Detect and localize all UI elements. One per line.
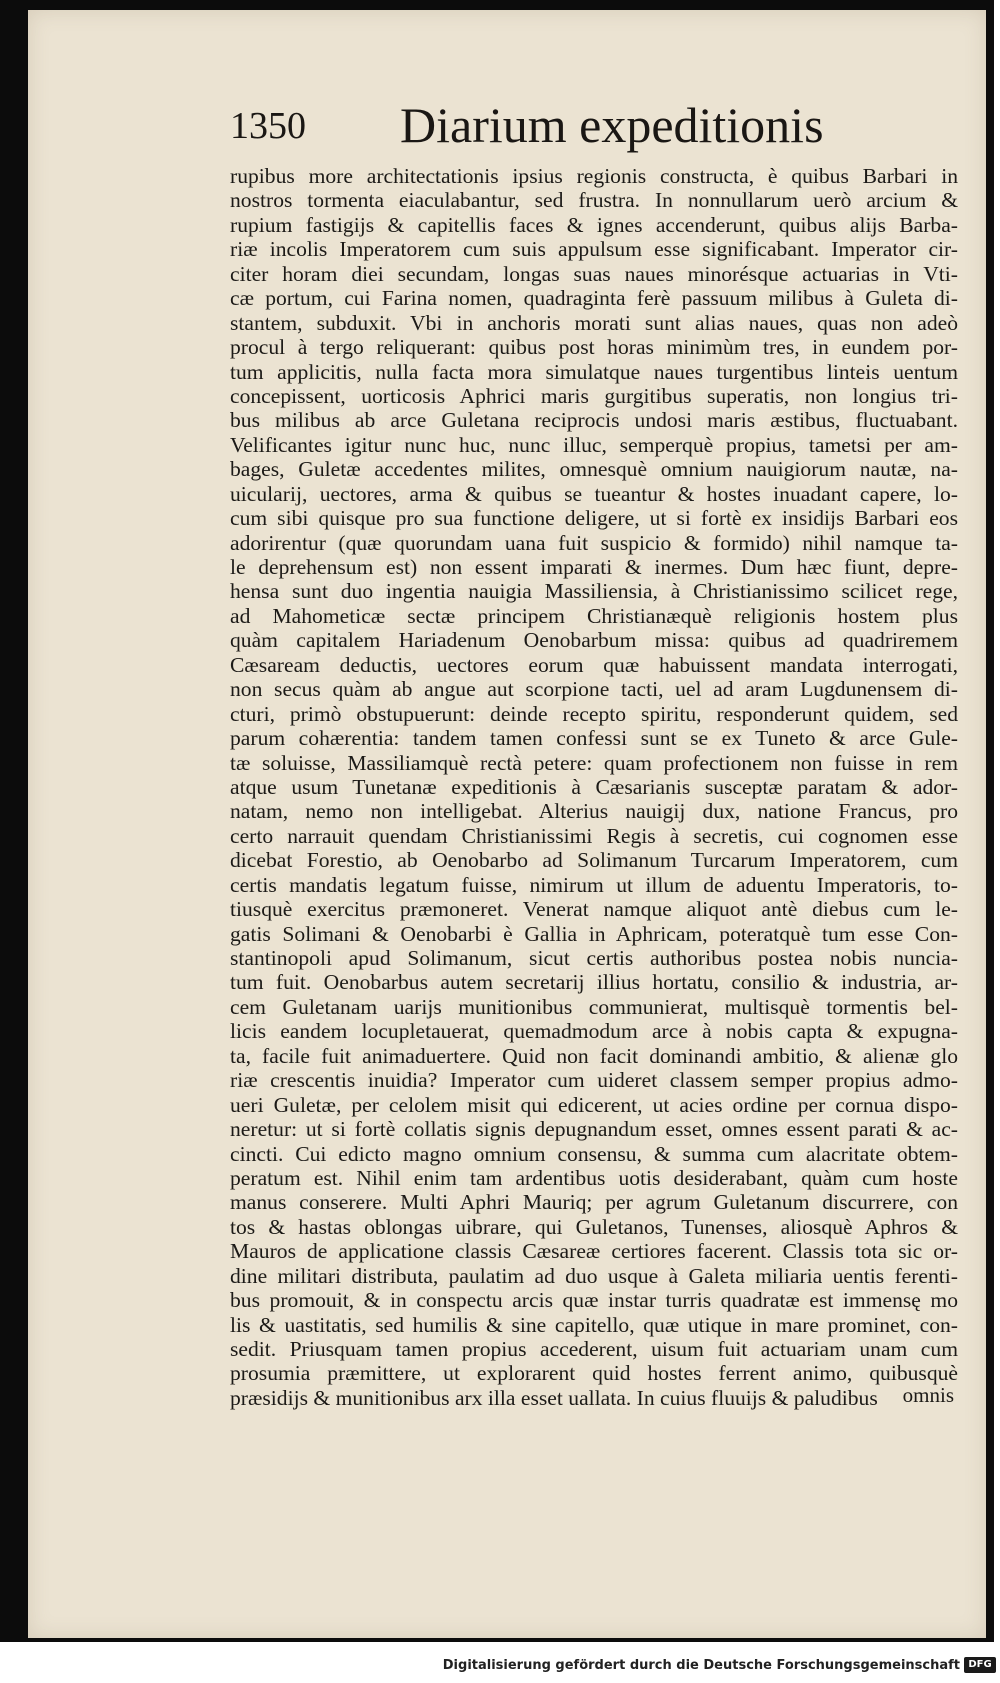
text-line: Mauros de applicatione classis Cæsareæ certiores facerent. Classis tota sic or- (230, 1239, 958, 1264)
text-line: bus milibus ab arce Guletana reciprocis undosi maris æstibus, fluctuabant. (230, 408, 958, 433)
text-line: tos & hastas oblongas uibrare, qui Guletanos, Tunenses, aliosquè Aphros & (230, 1214, 958, 1239)
text-line: tum fuit. Oenobarbus autem secretarij illius hortatu, consilio & industria, ar- (230, 970, 958, 995)
text-line: ueri Guletæ, per celolem misit qui edicerent, ut acies ordine per cornua dispo- (230, 1092, 958, 1117)
text-line: non secus quàm ab angue aut scorpione tacti, uel ad aram Lugdunensem di- (230, 677, 958, 702)
text-line: gatis Solimani & Oenobarbi è Gallia in Aphricam, poteratquè tum esse Con- (230, 921, 958, 946)
text-line: quàm capitalem Hariadenum Oenobarbum missa: quibus ad quadriremem (230, 628, 958, 653)
text-line: riæ incolis Imperatorem cum suis appulsum esse significabant. Imperator cir- (230, 237, 958, 262)
page-header (230, 97, 824, 158)
text-line: sedit. Priusquam tamen propius accederent, uisum fuit actuariam unam cum (230, 1337, 958, 1361)
text-line: cincti. Cui edicto magno omnium consensu, & summa cum alacritate obtem- (230, 1141, 958, 1166)
text-line: cem Guletanam uarijs munitionibus communierat, multisquè tormentis bel- (230, 994, 958, 1019)
text-line: peratum est. Nihil enim tam ardentibus uotis desiderabant, quàm cum hoste (230, 1165, 958, 1190)
text-line: præsidijs & munitionibus arx illa esset uallata. In cuius fluuijs & paludibus (230, 1385, 878, 1410)
text-line: uicularij, uectores, arma & quibus se tueantur & hostes inuadant capere, lo- (230, 481, 958, 506)
body-text (230, 164, 958, 1410)
text-line: dicebat Forestio, ab Oenobarbo ad Solimanum Turcarum Imperatorem, cum (230, 848, 958, 873)
text-line: tiusquè exercitus præmoneret. Venerat namque aliquot antè diebus cum le- (230, 897, 958, 922)
text-line: manus conserere. Multi Aphri Mauriq; per agrum Guletanum discurrere, con (230, 1190, 958, 1215)
digitization-credit: Digitalisierung gefördert durch die Deutsche Forschungsgemeinschaft (442, 1658, 960, 1673)
text-line: nostros tormenta eiaculabantur, sed frustra. In nonnullarum uerò arcium & (230, 188, 958, 213)
text-line: rupibus more architectationis ipsius regionis constructa, è quibus Barbari in (230, 164, 958, 188)
text-line: lis & uastitatis, sed humilis & sine capitello, quæ utique in mare prominet, con- (230, 1312, 958, 1337)
text-line: procul à tergo reliquerant: quibus post horas minimùm tres, in eundem por- (230, 335, 958, 360)
catchword: omnis (902, 1383, 954, 1407)
text-line: stantinopoli apud Solimanum, sicut certis authoribus postea nobis nuncia- (230, 946, 958, 970)
text-line: parum cohærentia: tandem tamen confessi sunt se ex Tuneto & arce Gule- (230, 726, 958, 751)
text-line: rupium fastigijs & capitellis faces & ignes accenderunt, quibus alijs Barba- (230, 212, 958, 237)
text-line: riæ crescentis inuidia? Imperator cum uideret classem semper propius admo- (230, 1068, 958, 1093)
text-line: hensa sunt duo ingentia nauigia Massiliensia, à Christianissimo scilicet rege, (230, 579, 958, 604)
text-line: bus promouit, & in conspectu arcis quæ instar turris quadratæ est immensę mo (230, 1288, 958, 1313)
text-line: le deprehensum est) non essent imparati & inermes. Dum hæc fiunt, depre- (230, 555, 958, 579)
text-line: dine militari distributa, paulatim ad duo usque à Galeta miliaria uentis ferenti- (230, 1263, 958, 1288)
text-line: cum sibi quisque pro sua functione deligere, ut si fortè ex insidijs Barbari eos (230, 506, 958, 531)
text-line: concepissent, uorticosis Aphrici maris gurgitibus superatis, non longius tri- (230, 383, 958, 408)
text-line: ad Mahometicæ sectæ principem Christianæquè religionis hostem plus (230, 603, 958, 628)
page-number: 1350 (230, 105, 306, 147)
dfg-logo: DFG (964, 1657, 996, 1673)
text-line: certis mandatis legatum fuisse, nimirum ut illum de aduentu Imperatoris, to- (230, 872, 958, 897)
text-line: cæ portum, cui Farina nomen, quadraginta ferè passuum milibus à Guleta di- (230, 286, 958, 311)
text-line: prosumia præmittere, ut explorarent quid hostes ferrent animo, quibusquè (230, 1361, 958, 1386)
text-line: stantem, subduxit. Vbi in anchoris morati sunt alias naues, quas non adeò (230, 310, 958, 335)
text-line: Velificantes igitur nunc huc, nunc illuc, semperquè propius, tametsi per am- (230, 432, 958, 457)
text-line: licis eandem locupletauerat, quemadmodum arce à nobis capta & expugna- (230, 1019, 958, 1044)
text-line: certo narrauit quendam Christianissimi Regis à secretis, cui cognomen esse (230, 823, 958, 848)
text-line: cturi, primò obstupuerunt: deinde recepto spiritu, responderunt quidem, sed (230, 701, 958, 726)
running-title: Diarium expeditionis (400, 97, 824, 153)
text-line: natam, nemo non intelligebat. Alterius nauigij dux, natione Francus, pro (230, 799, 958, 824)
text-line: Cæsaream deductis, uectores eorum quæ habuissent mandata interrogati, (230, 652, 958, 677)
text-line: neretur: ut si fortè collatis signis depugnandum esset, omnes essent parati & ac- (230, 1117, 958, 1142)
text-line: bages, Guletæ accedentes milites, omnesquè omnium nauigiorum nautæ, na- (230, 457, 958, 482)
text-line: tæ soluisse, Massiliamquè rectà petere: quam profectionem non fuisse in rem (230, 750, 958, 775)
text-line: citer horam diei secundam, longas suas naues minorésque actuarias in Vti- (230, 261, 958, 286)
text-line: adorirentur (quæ quorundam uana fuit suspicio & formido) nihil namque ta- (230, 530, 958, 555)
footer-bar (0, 1650, 1000, 1683)
text-line: tum applicitis, nulla facta mora simulatque naues turgentibus linteis uentum (230, 359, 958, 384)
text-line: atque usum Tunetanæ expeditionis à Cæsarianis susceptæ paratam & ador- (230, 774, 958, 799)
text-line: ta, facile fuit animaduertere. Quid non facit dominandi ambitio, & alienæ glo (230, 1043, 958, 1068)
